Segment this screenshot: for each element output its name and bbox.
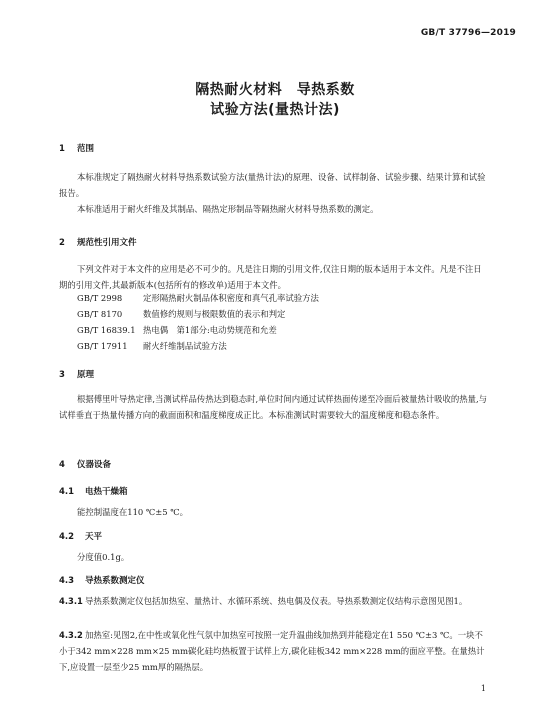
reference-code: GB/T 2998	[77, 293, 123, 303]
document-title-line2: 试验方法(量热计法)	[210, 102, 340, 118]
reference-item	[77, 292, 319, 304]
clause-number: 4.3.1	[59, 596, 83, 606]
reference-title: 数值修约规则与极限数值的表示和判定	[143, 309, 286, 319]
clause-text: 加热室:见图2,在中性或氧化性气氛中加热室可按照一定升温曲线加热到并能稳定在1 550 ℃±3 ℃。一块不小于342 mm×228 mm×25 mm碳化硅均热板置于试样上方,碳化硅板342 mm×228 mm的面应平整。在量热计下,应设置一层至少25 mm厚的隔热层。	[59, 630, 485, 672]
reference-code: GB/T 8170	[77, 309, 123, 319]
subsection-title: 天平	[85, 532, 103, 542]
section-heading-1	[59, 142, 94, 154]
clause-text: 导热系数测定仪包括加热室、量热计、水循环系统、热电偶及仪表。导热系数测定仪结构示意图见图1。	[85, 596, 468, 606]
paragraph-normative-refs: 下列文件对于本文件的应用是必不可少的。凡是注日期的引用文件,仅注日期的版本适用于本文件。凡是不注日期的引用文件,其最新版本(包括所有的修改单)适用于本文件。	[59, 264, 482, 290]
section-heading-3	[59, 368, 94, 380]
section-title: 原理	[77, 370, 95, 380]
section-number: 2	[59, 238, 65, 248]
reference-title: 热电偶 第1部分:电动势规范和允差	[143, 325, 277, 335]
section-title: 规范性引用文件	[77, 238, 137, 248]
reference-title: 耐火纤维制品试验方法	[143, 341, 227, 351]
paragraph-scope-2: 本标准适用于耐火纤维及其制品、隔热定形制品等隔热耐火材料导热系数的测定。	[77, 204, 379, 214]
document-title-line1: 隔热耐火材料 导热系数	[195, 82, 355, 98]
subsection-title: 电热干燥箱	[85, 487, 128, 497]
page-number: 1	[480, 684, 486, 693]
reference-code: GB/T 16839.1	[77, 325, 136, 335]
clause-number: 4.3.2	[59, 630, 83, 640]
reference-code: GB/T 17911	[77, 341, 128, 351]
reference-title: 定形隔热耐火制品体积密度和真气孔率试验方法	[143, 293, 319, 303]
subsection-heading-4-1	[59, 485, 128, 497]
section-number: 1	[59, 144, 65, 154]
reference-item	[77, 324, 277, 336]
clause-4-3-2	[59, 627, 487, 675]
paragraph-principle: 根据傅里叶导热定律,当测试样品传热达到稳态时,单位时间内通过试样热面传递至冷面后被量热计吸收的热量,与试样垂直于热量传播方向的截面面积和温度梯度成正比。本标准测试时需要较大的温度梯度和稳态条件。	[59, 394, 487, 420]
paragraph-scope-1: 本标准规定了隔热耐火材料导热系数试验方法(量热计法)的原理、设备、试样制备、试验步骤、结果计算和试验报告。	[59, 172, 486, 198]
section-heading-4	[59, 458, 111, 470]
subsection-number: 4.1	[59, 487, 75, 497]
section-number: 4	[59, 460, 65, 470]
clause-4-3-1	[59, 593, 487, 609]
subsection-heading-4-2	[59, 530, 102, 542]
subsection-number: 4.2	[59, 532, 75, 542]
paragraph-drying-oven: 能控制温度在110 ℃±5 ℃。	[77, 507, 189, 517]
section-number: 3	[59, 370, 65, 380]
reference-item	[77, 308, 285, 320]
section-title: 范围	[77, 144, 95, 154]
subsection-title: 导热系数测定仪	[85, 576, 145, 586]
paragraph-balance: 分度值0.1g。	[77, 552, 130, 562]
section-title: 仪器设备	[77, 460, 112, 470]
reference-item	[77, 340, 227, 352]
subsection-heading-4-3	[59, 574, 145, 586]
standard-code: GB/T 37796—2019	[420, 28, 516, 38]
section-heading-2	[59, 236, 137, 248]
subsection-number: 4.3	[59, 576, 75, 586]
